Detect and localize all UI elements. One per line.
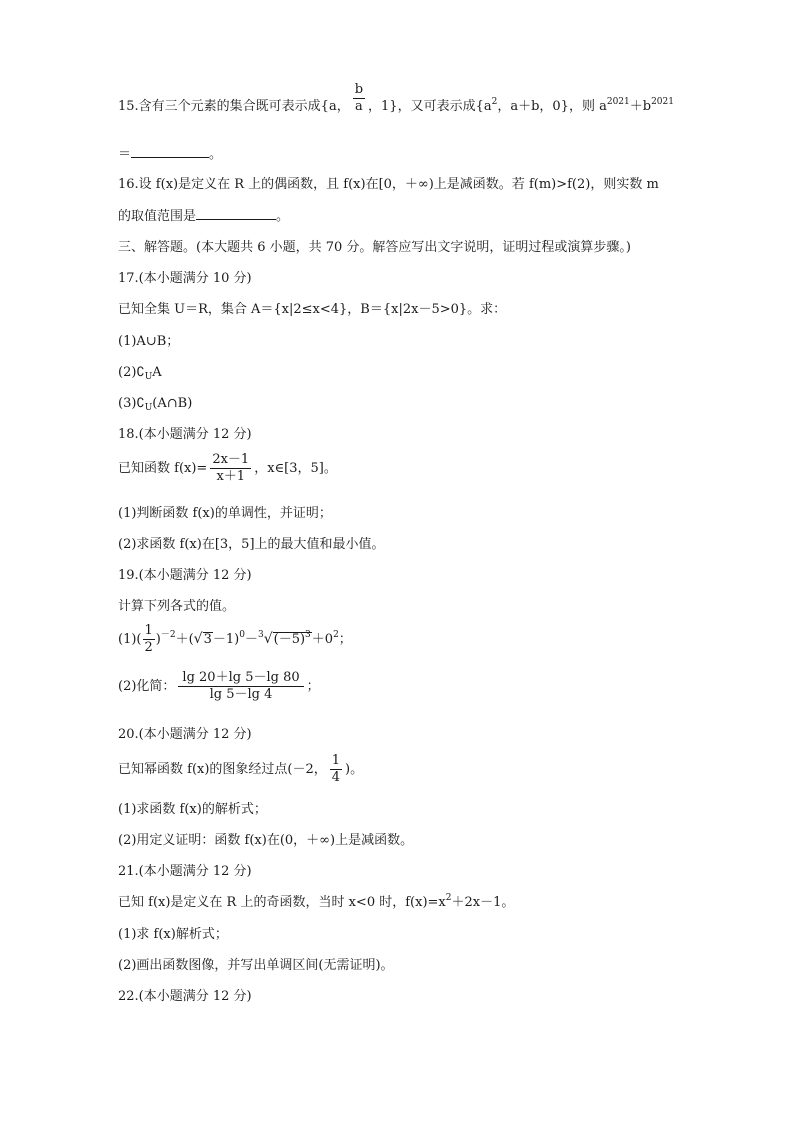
- q16-line1: 16.设 f(x)是定义在 R 上的偶函数，且 f(x)在[0，＋∞)上是减函数。若 f(m)>f(2)，则实数 m: [118, 177, 659, 192]
- q18-head: 18.(本小题满分 12 分): [118, 427, 252, 442]
- q19-p1-prefix: (1)(: [118, 632, 142, 647]
- q20-frac-num: 1: [331, 753, 341, 768]
- q15-exp1: 2021: [606, 97, 630, 107]
- q19-p1-fraction: [143, 623, 155, 656]
- q19-p1-mid4: ＋0: [311, 632, 334, 647]
- q19-p2-den: lg 5－lg 4: [209, 687, 273, 702]
- q19-p2-end: ；: [306, 679, 320, 694]
- q19-part1: [118, 623, 352, 656]
- q19-p2-fraction: [178, 670, 303, 703]
- q16-line2-prefix: 的取值范围是: [118, 209, 197, 224]
- q16-line2-suffix: 。: [276, 209, 290, 224]
- q20-stem-suffix: )。: [345, 762, 364, 777]
- q17-stem: 已知全集 U＝R，集合 A＝{x|2≤x<4}，B＝{x|2x－5>0}。求：: [118, 302, 507, 317]
- q22-head: 22.(本小题满分 12 分): [118, 989, 252, 1004]
- q15-answer-blank: [131, 145, 209, 158]
- q19-p1-frac-den: 2: [144, 640, 153, 655]
- q18-part1: (1)判断函数 f(x)的单调性，并证明；: [118, 506, 332, 521]
- q19-p1-exp0: 0: [239, 630, 245, 640]
- q17-part1: (1)A∪B；: [118, 334, 180, 349]
- q20-part1: (1)求函数 f(x)的解析式；: [118, 802, 267, 817]
- q15-prefix: 15.含有三个元素的集合既可表示成{a，: [118, 99, 350, 114]
- q19-head: 19.(本小题满分 12 分): [118, 568, 252, 583]
- q18-stem: [118, 452, 337, 485]
- q15-line2: [118, 145, 222, 164]
- q21-stem: [118, 894, 514, 912]
- q15-plus-b: ＋b: [629, 99, 652, 114]
- q15-frac-num: b: [354, 82, 364, 97]
- q15-frac-den: a: [354, 99, 363, 114]
- q21-part1: (1)求 f(x)解析式；: [118, 927, 228, 942]
- q17-p2-suffix: A: [152, 365, 162, 380]
- q20-head: 20.(本小题满分 12 分): [118, 727, 252, 742]
- q18-frac-den: x＋1: [216, 469, 246, 484]
- q19-p1-mid3: －: [244, 632, 258, 647]
- q18-stem-prefix: 已知函数 f(x)=: [118, 461, 208, 476]
- q15-after-sup: ，a＋b，0}，则 a: [497, 99, 607, 114]
- q19-p1-end: ；: [338, 632, 352, 647]
- q15-line2-suffix: 。: [209, 147, 223, 162]
- q20-frac-den: 4: [331, 770, 341, 785]
- sqrt-symbol: √: [193, 631, 203, 647]
- q17-p3-sub: U: [144, 403, 153, 413]
- q20-stem-prefix: 已知幂函数 f(x)的图象经过点(－2，: [118, 762, 327, 777]
- q21-stem-suffix: ＋2x－1。: [451, 895, 515, 910]
- cbrt-symbol: √: [263, 631, 273, 647]
- q17-p3-suffix: (A∩B): [152, 396, 193, 411]
- q16-answer-blank: [196, 207, 276, 220]
- q15-mid-sup: 2: [491, 97, 498, 107]
- q21-stem-sup: 2: [445, 893, 452, 903]
- q19-p1-cbrt: [273, 632, 312, 647]
- q19-p1-exp-last: 2: [333, 630, 339, 640]
- q15-line2-prefix: ＝: [118, 147, 132, 162]
- q15-exp2: 2021: [651, 97, 674, 107]
- q19-p1-cbrt-base: (－5): [273, 632, 306, 647]
- q18-stem-suffix: ，x∈[3，5]。: [254, 461, 337, 476]
- q17-p3-prefix: (3): [118, 396, 137, 411]
- q19-p1-sqrt: 3: [203, 632, 212, 647]
- q20-part2: (2)用定义证明：函数 f(x)在(0，＋∞)上是减函数。: [118, 833, 414, 848]
- q18-frac-num: 2x－1: [212, 452, 250, 467]
- q15-fraction: [353, 82, 365, 115]
- q20-stem: [118, 753, 363, 786]
- q21-part2: (2)画出函数图像，并写出单调区间(无需证明)。: [118, 958, 394, 973]
- q15-line1: [118, 82, 674, 116]
- q19-stem: 计算下列各式的值。: [118, 599, 236, 614]
- section-3-heading: 三、解答题。(本大题共 6 小题，共 70 分。解答应写出文字说明，证明过程或演算步骤。): [118, 240, 631, 255]
- q19-p1-cbrt-index: 3: [257, 630, 264, 640]
- q19-p1-mid2: －1): [212, 632, 240, 647]
- q19-p1-after: ): [155, 632, 161, 647]
- q19-p1-exp: －2: [160, 630, 176, 640]
- q19-p2-prefix: (2)化简：: [118, 679, 176, 694]
- q19-p1-frac-num: 1: [144, 623, 153, 638]
- q21-stem-prefix: 已知 f(x)是定义在 R 上的奇函数，当时 x<0 时，f(x)=x: [118, 895, 446, 910]
- q17-p2-sub: U: [144, 372, 153, 382]
- q19-p2-num: lg 20＋lg 5－lg 80: [178, 670, 303, 687]
- q15-mid: ，1}，又可表示成{a: [368, 99, 492, 114]
- q19-part2: [118, 670, 320, 703]
- q17-head: 17.(本小题满分 10 分): [118, 271, 252, 286]
- complement-symbol: ∁: [136, 365, 145, 380]
- q18-part2: (2)求函数 f(x)在[3，5]上的最大值和最小值。: [118, 537, 385, 552]
- q19-p1-cbrt-exp: 3: [305, 630, 311, 640]
- q17-p2-prefix: (2): [118, 365, 137, 380]
- q16-line2: [118, 207, 289, 226]
- q20-fraction: [330, 753, 342, 786]
- complement-symbol: ∁: [136, 396, 145, 411]
- q18-fraction: [210, 452, 251, 485]
- q21-head: 21.(本小题满分 12 分): [118, 864, 252, 879]
- q19-p1-mid: ＋(: [175, 632, 194, 647]
- q17-part2: [118, 364, 162, 382]
- q17-part3: [118, 395, 192, 413]
